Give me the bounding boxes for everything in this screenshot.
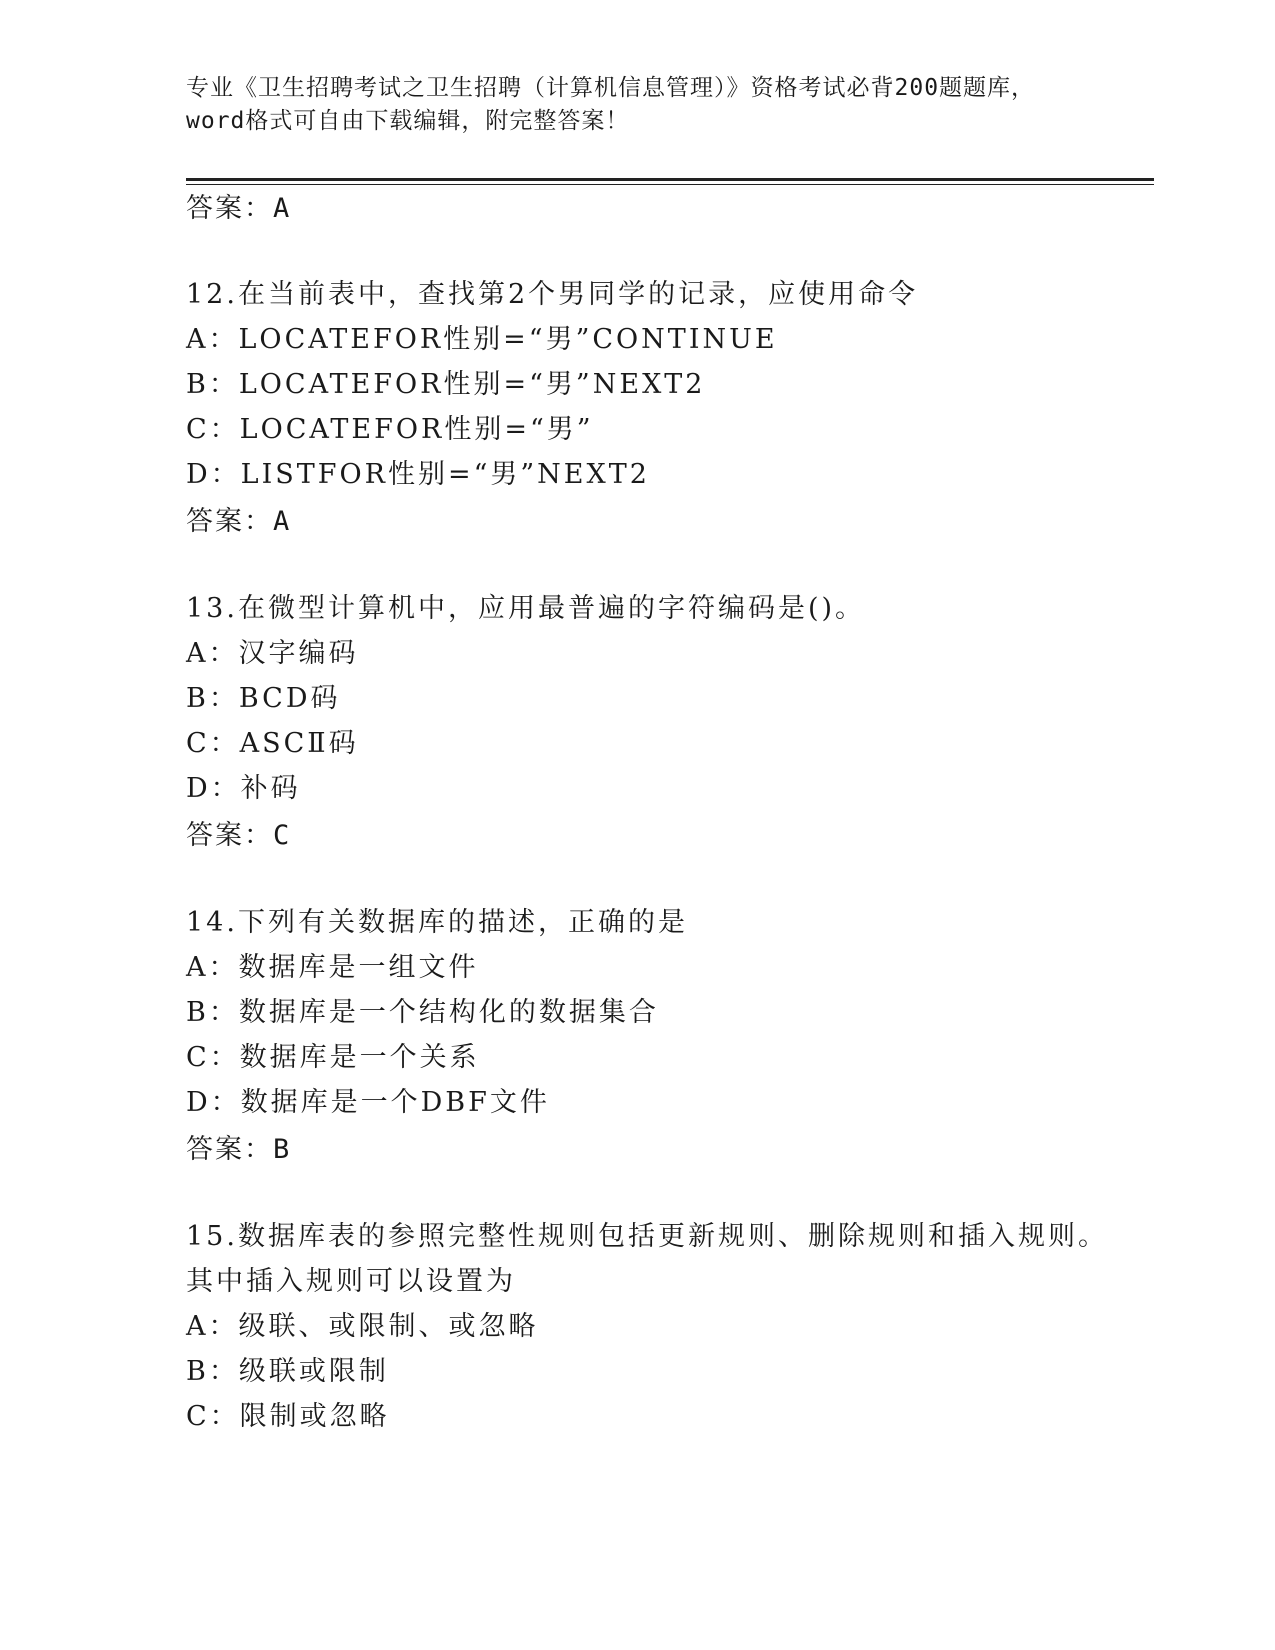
question-13-text: 13.在微型计算机中，应用最普遍的字符编码是()。 [186, 593, 866, 624]
question-12-option-c: C：LOCATEFOR性别=“男” [186, 414, 594, 445]
document-header [186, 72, 1146, 138]
question-15-option-b: B：级联或限制 [186, 1356, 389, 1387]
question-14-text: 14.下列有关数据库的描述，正确的是 [186, 907, 688, 938]
question-13-option-b: B：BCD码 [186, 683, 341, 714]
answer-previous: 答案：A [186, 193, 292, 224]
question-12-option-a: A：LOCATEFOR性别=“男”CONTINUE [186, 324, 778, 355]
question-14-option-c: C：数据库是一个关系 [186, 1042, 480, 1073]
question-15-option-c: C：限制或忽略 [186, 1401, 390, 1432]
question-14-answer: 答案：B [186, 1134, 292, 1165]
question-12-option-b: B：LOCATEFOR性别=“男”NEXT2 [186, 369, 706, 400]
question-14-option-b: B：数据库是一个结构化的数据集合 [186, 997, 659, 1028]
question-13-option-d: D：补码 [186, 773, 301, 804]
question-15-option-a: A：级联、或限制、或忽略 [186, 1311, 539, 1342]
question-13-option-c: C：ASCⅡ码 [186, 728, 359, 759]
question-14-option-d: D：数据库是一个DBF文件 [186, 1087, 550, 1118]
question-13-option-a: A：汉字编码 [186, 638, 359, 669]
question-12-text: 12.在当前表中，查找第2个男同学的记录，应使用命令 [186, 279, 919, 310]
question-13-answer: 答案：C [186, 820, 292, 851]
question-15-text-line-2: 其中插入规则可以设置为 [186, 1266, 516, 1297]
header-line-1: 专业《卫生招聘考试之卫生招聘（计算机信息管理）》资格考试必背200题题库， [186, 75, 1036, 101]
header-divider-thick [186, 178, 1154, 181]
question-12-option-d: D：LISTFOR性别=“男”NEXT2 [186, 459, 650, 490]
header-line-2: word格式可自由下载编辑，附完整答案！ [186, 108, 630, 134]
header-divider-thin [186, 184, 1154, 185]
question-12-answer: 答案：A [186, 506, 292, 537]
question-14-option-a: A：数据库是一组文件 [186, 952, 479, 983]
question-15-text-line-1: 15.数据库表的参照完整性规则包括更新规则、删除规则和插入规则。 [186, 1221, 1108, 1252]
